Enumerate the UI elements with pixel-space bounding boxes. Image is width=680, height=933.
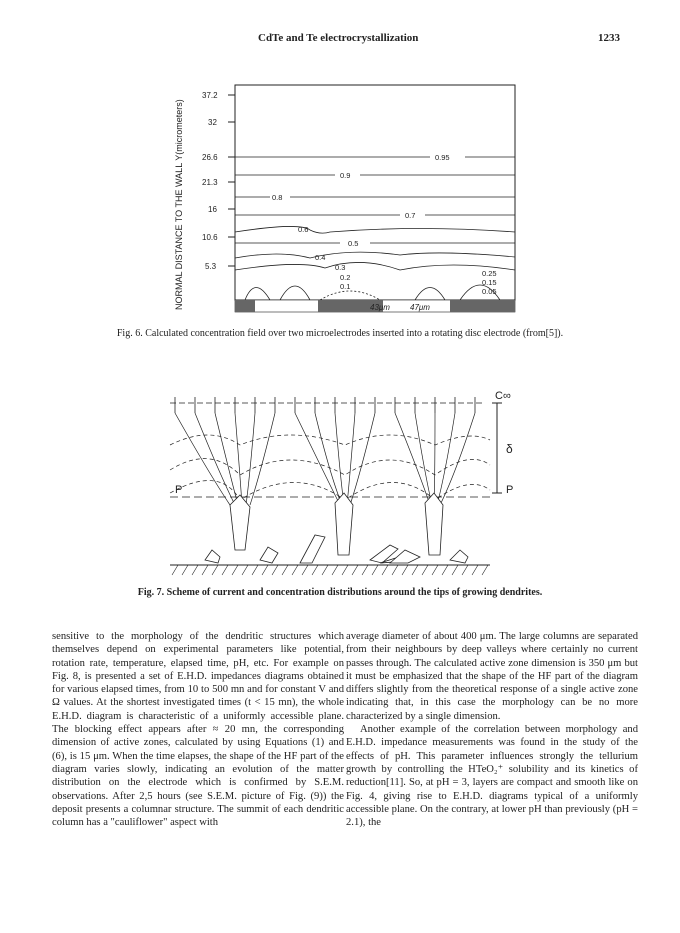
page-number: 1233 — [598, 32, 620, 44]
dim-43: 43μm — [370, 303, 390, 312]
contour-8: 0.2 — [340, 273, 351, 282]
contour-9: 0.1 — [340, 282, 351, 291]
fig7-hatch — [172, 565, 488, 575]
ytick-3: 21.3 — [202, 178, 218, 187]
fig6-contours — [235, 157, 515, 300]
body-column-left — [52, 630, 344, 829]
contour-10: 0.25 — [482, 269, 497, 278]
contour-12: 0.05 — [482, 287, 497, 296]
figure-6-plot — [160, 60, 530, 325]
fig7-p-right: P — [506, 484, 514, 496]
contour-5: 0.5 — [348, 239, 359, 248]
fig6-ylabel: NORMAL DISTANCE TO THE WALL Y(micrometers) — [174, 99, 184, 310]
ytick-6: 5.3 — [205, 262, 217, 271]
ytick-0: 37.2 — [202, 91, 218, 100]
running-header — [0, 32, 680, 48]
running-title: CdTe and Te electrocrystallization — [258, 32, 419, 44]
contour-1: 0.9 — [340, 171, 351, 180]
dim-47: 47μm — [410, 303, 430, 312]
fig7-top-dashed — [170, 397, 485, 413]
fig7-delta-marker — [492, 403, 502, 493]
ytick-2: 26.6 — [202, 153, 218, 162]
figure-6 — [160, 60, 530, 325]
ytick-5: 10.6 — [202, 233, 218, 242]
right-para-1: Another example of the correlation between morphology and E.H.D. impedance measurements was found in the study of the effects of pH. This parameter influences strongly the tellurium growth by controlling the HTeO₂⁺ solubility and its kinetics of reduction[11]. So, at pH = 3, layers are compact and smooth like on Fig. 4, giving rise to E.H.D. diagrams typical of a uniformly accessible plane. On the contrary, at lower pH than previously (pH = 2.1), the — [346, 724, 638, 829]
fig6-electrode-base — [235, 300, 515, 312]
fig6-yticks — [202, 91, 235, 271]
contour-2: 0.8 — [272, 193, 283, 202]
contour-11: 0.15 — [482, 278, 497, 287]
contour-6: 0.4 — [315, 253, 326, 262]
fig7-dendrites — [205, 493, 468, 563]
figure-7 — [150, 385, 530, 585]
fig7-cinf-label: C∞ — [495, 390, 511, 402]
ytick-4: 16 — [208, 205, 217, 214]
contour-7: 0.3 — [335, 263, 346, 272]
fig7-field-lines — [170, 413, 490, 505]
contour-0: 0.95 — [435, 153, 450, 162]
figure-7-caption: Fig. 7. Scheme of current and concentration distributions around the tips of growing dendrites. — [137, 587, 543, 598]
right-para-0: average diameter of about 400 μm. The large columns are separated from their neighbours by deep valleys where certainly no current passes through. The calculated active zone dimension is 350 μm but it must be emphasized that the shape of the HF part of the diagram differs slightly from the theoretical response of a single active zone indicating that, in this case the morphology can be no more characterized by a single dimension. — [346, 631, 638, 722]
figure-7-diagram — [150, 385, 530, 585]
fig7-p-left: P — [175, 484, 183, 496]
fig7-delta-label: δ — [506, 442, 513, 456]
figure-6-caption: Fig. 6. Calculated concentration field over two microelectrodes inserted into a rotating disc electrode (from[5]). — [116, 328, 564, 339]
left-para-0: sensitive to the morphology of the dendritic structures which themselves depend on experimental parameters like potential, rotation rate, temperature, elapsed time, pH, etc. For example on Fig. 8, is presented a set of E.H.D. impedances diagrams obtained for various elapsed times, from 10 to 500 mn and for constant V and Ω values. At the shortest investigated times (t < 15 mn), the whole E.H.D. diagram is characteristic of a uniformly accessible plane. The blocking effect appears after ≈ 20 mn, the corresponding dimension of active zones, calculated by using Equations (1) and (6), is 15 μm. When the time elapses, the shape of the HF part of the diagram varies slowly, indicating an evolution of the matter distribution on the electrode which is confirmed by S.E.M. observations. After 2,5 hours (see S.E.M. picture of Fig. (9)) the deposit presents a columnar structure. The summit of each dendritic column has a "cauliflower" aspect with — [52, 631, 344, 829]
fig6-contour-labels — [272, 153, 497, 296]
body-column-right — [346, 630, 638, 829]
ytick-1: 32 — [208, 118, 217, 127]
contour-3: 0.7 — [405, 211, 416, 220]
contour-4: 0.6 — [298, 225, 309, 234]
